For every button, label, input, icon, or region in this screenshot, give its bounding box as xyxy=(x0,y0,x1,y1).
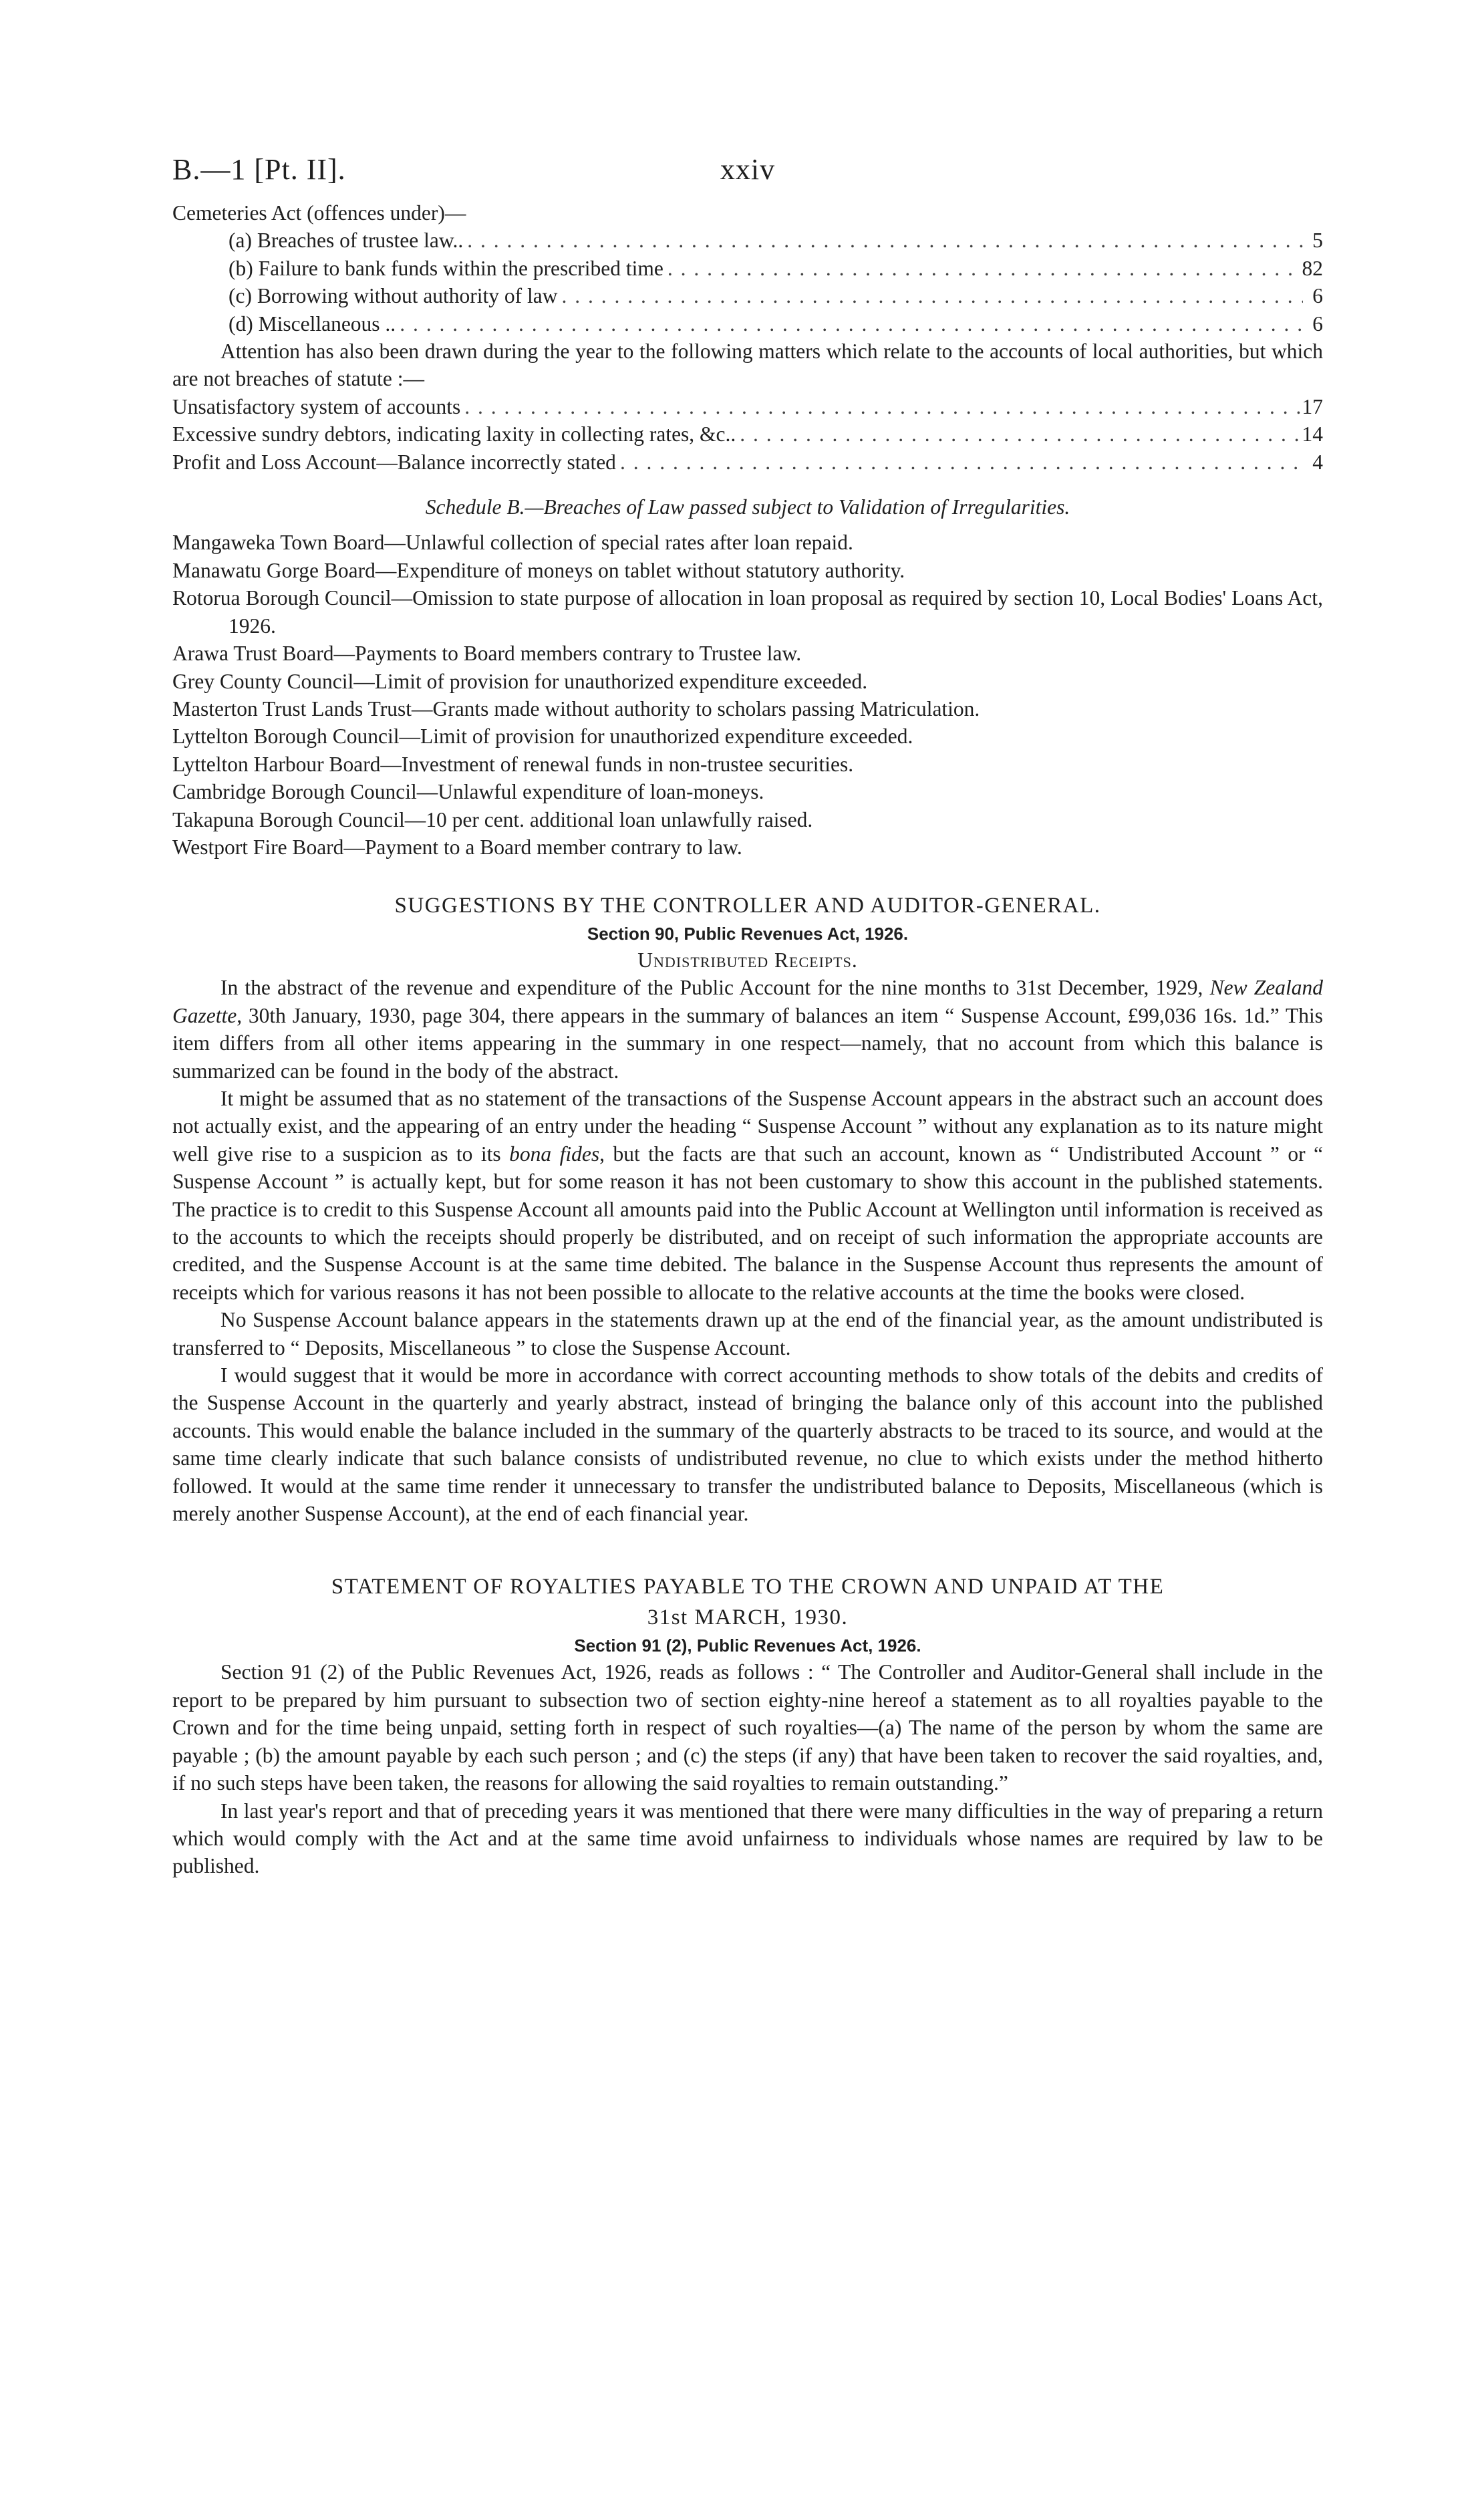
royalties-section: Section 91 (2), Public Revenues Act, 1926. xyxy=(574,1635,921,1656)
schedule-entry: Arawa Trust Board—Payments to Board members contrary to Trustee law. xyxy=(172,642,802,666)
schedule-b-title: Schedule B.—Breaches of Law passed subject to Validation of Irregularities. xyxy=(425,495,1070,519)
page-header xyxy=(172,152,1323,199)
item-label: (a) Breaches of trustee law.. xyxy=(229,229,464,253)
list-item xyxy=(172,420,1323,448)
item-count: 4 xyxy=(1312,450,1323,474)
suggestions-paragraph: In the abstract of the revenue and expenditure of the Public Account for the nine months to 31st December, 1929, New Zealand Gazette, 30th January, 1930, page 304, there appears in the summary of balances an item “ Suspense Account, £99,036 16s. 1d.” This item differs from all other items appearing in the summary in one respect—namely, that no account from which this balance is summarized can be found in the body of the abstract. xyxy=(172,976,1323,1083)
royalties-heading-date: 31st MARCH, 1930. xyxy=(647,1605,849,1630)
item-label: (c) Borrowing without authority of law xyxy=(229,284,558,308)
schedule-entry: Mangaweka Town Board—Unlawful collection of special rates after loan repaid. xyxy=(172,531,853,555)
suggestions-paragraph: I would suggest that it would be more in accordance with correct accounting methods to show totals of the debits and credits of the Suspense Account in the quarterly and yearly abstract, instead of bringing the balance only of this account into the published accounts. This would enable the balance included in the summary of the quarterly abstracts to be traced to its source, and would at the same time clearly indicate that such balance consists of undistributed revenue, no clue to which exists under the method hitherto followed. It would at the same time render it unnecessary to transfer the undistributed balance to Deposits, Miscellaneous (which is merely another Suspense Account), at the end of each financial year. xyxy=(172,1363,1323,1526)
item-count: 14 xyxy=(1302,422,1323,446)
item-count: 6 xyxy=(1312,284,1323,308)
suggestions-section: Section 90, Public Revenues Act, 1926. xyxy=(587,924,909,944)
report-reference: B.—1 [Pt. II]. xyxy=(172,153,346,186)
suggestions-heading: SUGGESTIONS BY THE CONTROLLER AND AUDITOR-GENERAL. xyxy=(394,894,1101,918)
schedule-entry: Westport Fire Board—Payment to a Board member contrary to law. xyxy=(172,835,742,859)
suggestions-paragraph: No Suspense Account balance appears in the statements drawn up at the end of the financial year, as the amount undistributed is transferred to “ Deposits, Miscellaneous ” to close the Suspense Account. xyxy=(172,1308,1323,1359)
item-count: 6 xyxy=(1312,311,1323,336)
suggestions-paragraph: It might be assumed that as no statement of the transactions of the Suspense Account appears in the abstract such an account does not actually exist, and the appearing of an entry under the heading “ Suspense Account ” without any explanation as to its nature might well give rise to a suspicion as to its bona fides, but the facts are that such an account, known as “ Undistributed Account ” or “ Suspense Account ” is actually kept, but for some reason it has not been customary to show this account in the published statements. The practice is to credit to this Suspense Account all amounts paid into the Public Account at Wellington until information is received as to the accounts to which the receipts should properly be distributed, and on receipt of such information the appropriate accounts are credited, and the Suspense Account is at the same time debited. The balance in the Suspense Account thus represents the amount of receipts which for various reasons it has not been possible to allocate to the relative accounts at the time the books were closed. xyxy=(172,1086,1324,1304)
list-item xyxy=(172,448,1323,476)
royalties-paragraph: Section 91 (2) of the Public Revenues Act, 1926, reads as follows : “ The Controller and Auditor-General shall include in the report to be prepared by him pursuant to subsection two of section eighty-nine hereof a statement as to all royalties payable to the Crown and for the time being unpaid, setting forth in respect of such royalties—(a) The name of the person by whom the same are payable ; (b) the amount payable by each such person ; and (c) the steps (if any) that have been taken to recover the said royalties, and, if no such steps have been taken, the reasons for allowing the said royalties to remain outstanding.” xyxy=(172,1660,1323,1795)
royalties-heading: STATEMENT OF ROYALTIES PAYABLE TO THE CROWN AND UNPAID AT THE xyxy=(331,1575,1165,1599)
document-page xyxy=(172,152,1323,1880)
item-label: Excessive sundry debtors, indicating laxity in collecting rates, &c.. xyxy=(172,422,736,446)
attention-paragraph: Attention has also been drawn during the year to the following matters which relate to the accounts of local authorities, but which are not breaches of statute :— xyxy=(172,340,1323,391)
schedule-entry: Lyttelton Harbour Board—Investment of renewal funds in non-trustee securities. xyxy=(172,752,854,776)
item-count: 82 xyxy=(1302,256,1323,280)
list-item xyxy=(172,255,1323,282)
schedule-entry: Rotorua Borough Council—Omission to state purpose of allocation in loan proposal as required by section 10, Local Bodies' Loans Act, 1926. xyxy=(172,586,1323,638)
schedule-entry: Takapuna Borough Council—10 per cent. additional loan unlawfully raised. xyxy=(172,807,813,831)
item-count: 5 xyxy=(1312,229,1323,253)
schedule-entry: Grey County Council—Limit of provision for unauthorized expenditure exceeded. xyxy=(172,669,868,693)
item-label: Profit and Loss Account—Balance incorrectly stated xyxy=(172,450,616,474)
list-item xyxy=(172,282,1323,309)
suggestions-subheading: Undistributed Receipts. xyxy=(637,948,858,972)
page-number: xxiv xyxy=(720,153,776,186)
royalties-paragraph: In last year's report and that of preceding years it was mentioned that there were many difficulties in the way of preparing a return which would comply with the Act and at the same time avoid unfairness to individuals whose names are required by law to be published. xyxy=(172,1799,1323,1878)
list-item xyxy=(172,227,1323,254)
item-label: Unsatisfactory system of accounts xyxy=(172,394,461,418)
schedule-entry: Cambridge Borough Council—Unlawful expenditure of loan-moneys. xyxy=(172,780,764,804)
item-count: 17 xyxy=(1302,394,1323,418)
list-item xyxy=(172,393,1323,420)
schedule-entry: Lyttelton Borough Council—Limit of provision for unauthorized expenditure exceeded. xyxy=(172,725,913,749)
cemeteries-title: Cemeteries Act (offences under)— xyxy=(172,201,466,225)
list-item xyxy=(172,310,1323,338)
item-label: (b) Failure to bank funds within the prescribed time xyxy=(229,256,663,280)
schedule-entry: Manawatu Gorge Board—Expenditure of moneys on tablet without statutory authority. xyxy=(172,558,905,582)
item-label: (d) Miscellaneous .. xyxy=(229,311,396,336)
schedule-entry: Masterton Trust Lands Trust—Grants made without authority to scholars passing Matriculation. xyxy=(172,696,980,720)
